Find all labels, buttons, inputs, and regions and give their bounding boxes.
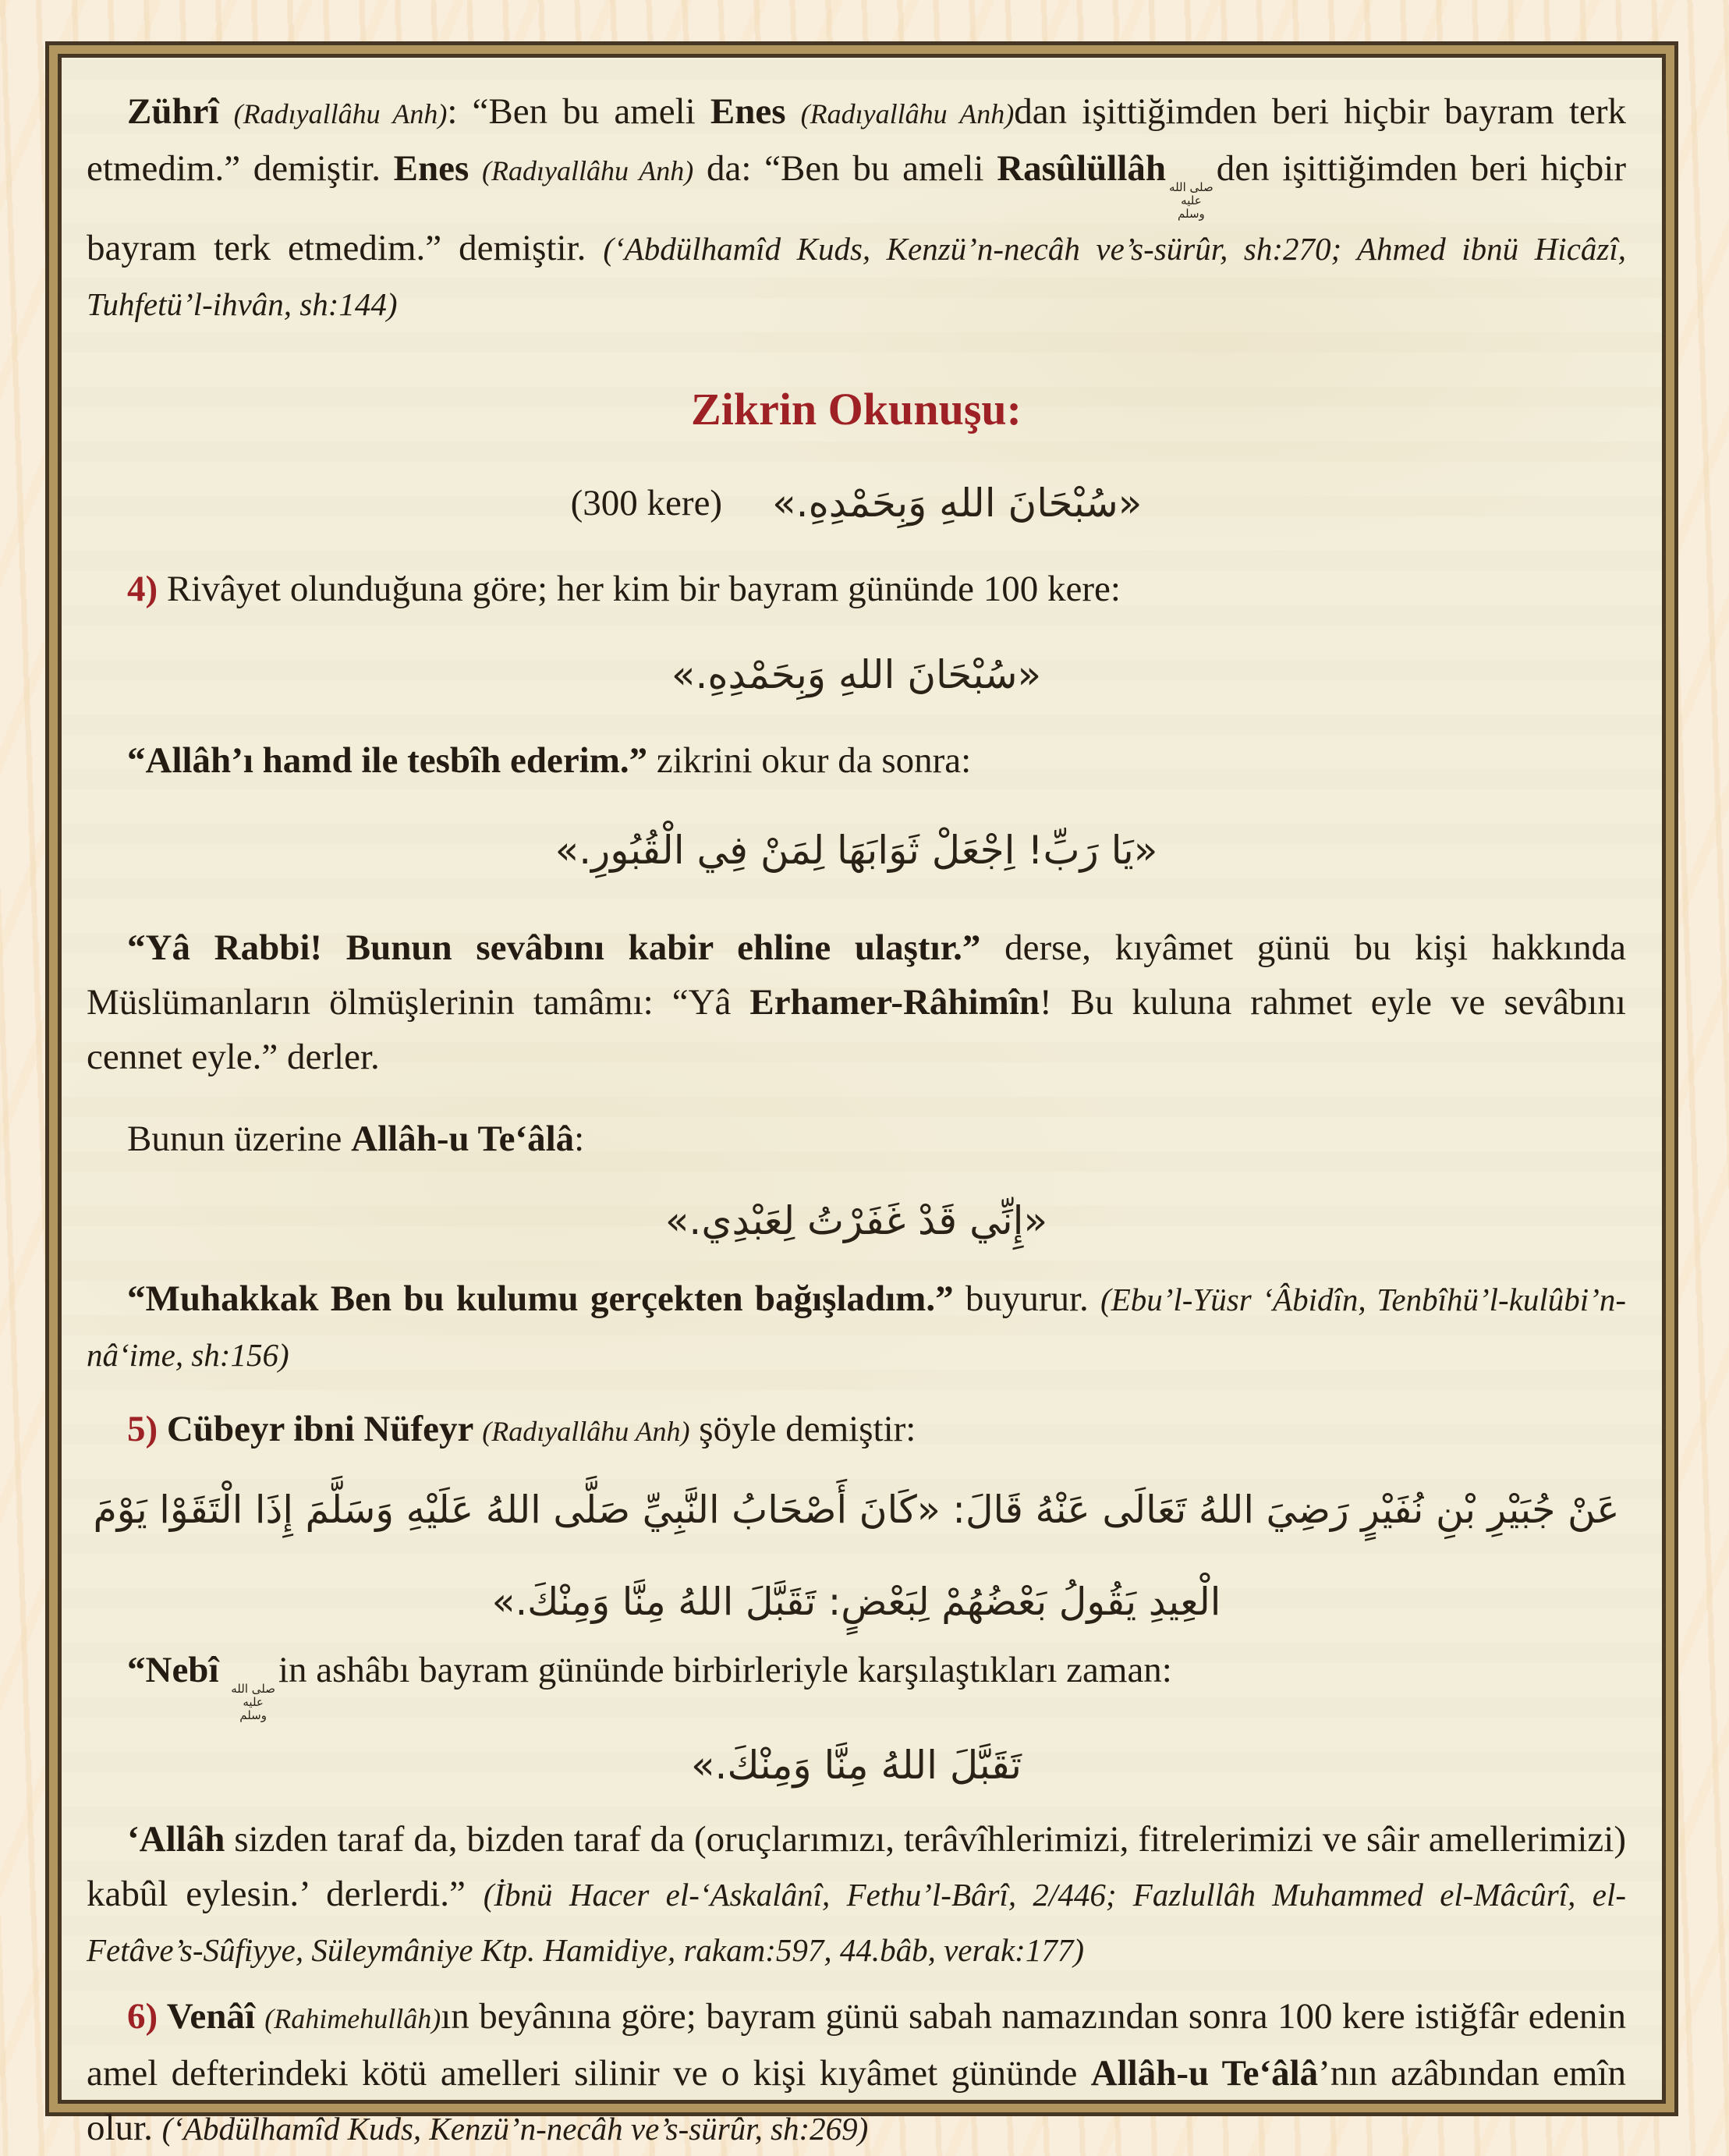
name-enes: Enes [393, 148, 483, 189]
paragraph-ya-rabbi-translation [87, 920, 1626, 1084]
paragraph-item-5 [87, 1402, 1626, 1459]
item-number-6: 6) [127, 1996, 167, 2037]
paragraph-muhakkak-translation [87, 1271, 1626, 1382]
sws-line: وسلم [1178, 207, 1205, 221]
arabic-inni-qad-ghafartu: «إِنِّي قَدْ غَفَرْتُ لِعَبْدِي.» [664, 1198, 1048, 1243]
body-text: den işittiğimden beri hiçbir bayram terk etmedim.” demiştir. [87, 148, 1626, 268]
name-venai: Venâî [166, 1996, 265, 2037]
name-allah: ‘Allâh [127, 1819, 225, 1860]
arabic-hadith-jubayr-line2: الْعِيدِ يَقُولُ بَعْضُهُمْ لِبَعْضٍ: تَقَبَّلَ اللهُ مِنَّا وَمِنْكَ.» [491, 1580, 1221, 1624]
dhikr-line-with-count [87, 464, 1626, 542]
body-text: ! Bu kuluna rahmet eyle ve sevâbını cennet eyle.” derler. [87, 982, 1626, 1077]
page-border-band [49, 45, 1674, 2148]
name-allahu-teala: Allâh-u Te‘âlâ [1090, 2053, 1319, 2094]
name-cubeyr-ibni-nufeyr: Cübeyr ibni Nüfeyr [166, 1409, 483, 1449]
translation-bold: “Muhakkak Ben bu kulumu gerçekten bağışladım.” [127, 1278, 965, 1319]
paragraph-nebi-ashab [87, 1643, 1626, 1722]
name-nebi: “Nebî [127, 1650, 229, 1690]
section-heading-zikrin-okunusu: Zikrin Okunuşu: [691, 384, 1022, 434]
body-text: şöyle demiştir: [689, 1409, 916, 1449]
honorific: (Radıyallâhu Anh) [800, 98, 1015, 129]
body-text: Rivâyet olunduğuna göre; her kim bir bayram gününde 100 kere: [166, 569, 1121, 609]
paragraph-zuhri-enes [87, 84, 1626, 332]
page-border-frame [45, 41, 1678, 2148]
honorific: (Radıyallâhu Anh) [482, 1416, 690, 1447]
sallallahu-alayhi-wasallam-icon [231, 1683, 275, 1722]
body-text: in ashâbı bayram gününde birbirleriyle karşılaştıkları zaman: [278, 1650, 1172, 1690]
name-zuhri: Zührî [127, 91, 234, 132]
paragraph-item-6 [87, 1989, 1626, 2156]
source-citation: (Ebu’l-Yüsr ‘Âbidîn, Tenbîhü’l-kulûbi’n-nâ‘ime, sh:156) [87, 1282, 1626, 1373]
name-rasulullah: Rasûlüllâh [997, 148, 1167, 189]
arabic-dhikr-subhanallah: «سُبْحَانَ اللهِ وَبِحَمْدِهِ.» [671, 652, 1042, 697]
body-text: : “Ben bu ameli [447, 91, 710, 132]
source-citation: (‘Abdülhamîd Kuds, Kenzü’n-necâh ve’s-sürûr, sh:269) [161, 2111, 869, 2147]
body-text: zikrini okur da sonra: [656, 740, 972, 781]
body-text: derse, kıyâmet günü bu kişi hakkında Müslümanların ölmüşlerinin tamâmı: “Yâ [87, 927, 1626, 1023]
sws-line: وسلم [239, 1708, 267, 1722]
paragraph-bunun-uzerine [87, 1112, 1626, 1166]
item-number-4: 4) [127, 569, 167, 609]
source-citation: (İbnü Hacer el-‘Askalânî, Fethu’l-Bârî, 2/446; Fazlullâh Muhammed el-Mâcûrî, el-Fetâve’s-Sûfiyye, Süleymâniye Ktp. Hamidiye, rakam:597, 44.bâb, verak:177) [87, 1877, 1626, 1968]
paragraph-allah-sizden-taraf [87, 1812, 1626, 1977]
name-enes: Enes [710, 91, 801, 132]
body-text: sizden taraf da, bizden taraf da (oruçlarımızı, terâvîhlerimizi, fitrelerimizi ve sâir amellerimizi) kabûl eylesin.’ derlerdi.” [87, 1819, 1626, 1914]
body-text: buyurur. [965, 1278, 1101, 1319]
translation-bold: “Allâh’ı hamd ile tesbîh ederim.” [127, 740, 657, 781]
name-allahu-teala: Allâh-u Te‘âlâ [351, 1119, 575, 1159]
repeat-count-label: (300 kere) [570, 483, 723, 523]
sws-line: عليه [243, 1695, 264, 1709]
honorific: (Radıyallâhu Anh) [233, 98, 448, 129]
paragraph-tesbih-translation [87, 733, 1626, 788]
paragraph-item-4 [87, 562, 1626, 616]
arabic-dua-ya-rabbi: «يَا رَبِّ! اِجْعَلْ ثَوَابَهَا لِمَنْ فِي الْقُبُورِ.» [554, 828, 1158, 873]
honorific: (Radıyallâhu Anh) [482, 155, 694, 186]
sws-line: صلى الله [231, 1682, 275, 1696]
body-text: ın beyânına göre; bayram günü sabah namazından sonra 100 kere istiğfâr edenin amel defterindeki kötü amelleri silinir ve o kişi kıyâmet gününde [87, 1996, 1626, 2094]
translation-bold: “Yâ Rabbi! Bunun sevâbını kabir ehline ulaştır.” [127, 927, 1005, 968]
sws-line: عليه [1181, 193, 1202, 207]
arabic-hadith-jubayr-line1: عَنْ جُبَيْرِ بْنِ نُفَيْرٍ رَضِيَ اللهُ تَعَالَى عَنْهُ قَالَ: «كَانَ أَصْحَابُ النَّبِيِّ صَلَّى اللهُ عَلَيْهِ وَسَلَّمَ إِذَا الْتَقَوْا يَوْمَ [93, 1488, 1620, 1532]
arabic-taqabbalallahu: تَقَبَّلَ اللهُ مِنَّا وَمِنْكَ.» [690, 1743, 1022, 1788]
sws-line: صلى الله [1169, 180, 1213, 194]
page-paper [58, 54, 1666, 2148]
source-citation: (‘Abdülhamîd Kuds, Kenzü’n-necâh ve’s-sürûr, sh:270; Ahmed ibnü Hicâzî, Tuhfetü’l-ihvân, sh:144) [87, 231, 1626, 322]
page-content [62, 58, 1662, 2148]
body-text: : [574, 1119, 585, 1159]
item-number-5: 5) [127, 1409, 167, 1449]
sallallahu-alayhi-wasallam-icon [1169, 181, 1213, 221]
arabic-dhikr-subhanallah: «سُبْحَانَ اللهِ وَبِحَمْدِهِ.» [772, 480, 1143, 526]
body-text: da: “Ben bu ameli [693, 148, 997, 189]
body-text: ’nın azâbından emîn olur. [87, 2053, 1626, 2148]
body-text: Bunun üzerine [127, 1119, 352, 1159]
body-text: dan işittiğimden beri hiçbir bayram terk etmedim.” demiştir. [87, 91, 1627, 189]
honorific: (Rahimehullâh) [264, 2003, 441, 2034]
name-erhamer-rahimin: Erhamer-Râhimîn [749, 982, 1040, 1023]
